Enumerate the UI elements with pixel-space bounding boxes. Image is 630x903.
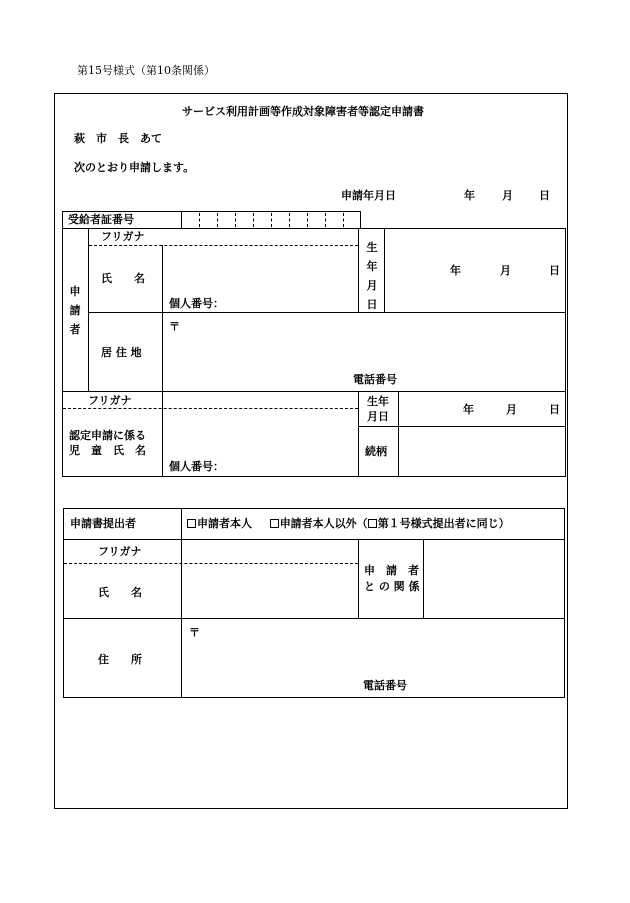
submitter-furigana-label: フリガナ [98, 545, 142, 558]
rule [358, 228, 359, 313]
submitter-name-input[interactable] [182, 564, 358, 618]
rule [358, 391, 359, 476]
applicant-furigana-label: フリガナ [101, 230, 145, 243]
applicant-birth-year: 年 [450, 264, 461, 277]
application-date-year: 年 [464, 189, 475, 202]
submitter-postal-mark: 〒 [189, 626, 200, 639]
applicant-phone-label: 電話番号 [353, 373, 397, 386]
option-self-label: 申請者本人 [197, 517, 252, 530]
intro-text: 次のとおり申請します。 [74, 161, 195, 174]
child-relation-input[interactable] [399, 427, 565, 476]
rule [565, 228, 566, 476]
form-title: サービス利用計画等作成対象障害者等認定申請書 [182, 105, 424, 118]
rule [358, 539, 359, 619]
applicant-address-input[interactable] [163, 313, 565, 391]
applicant-birthdate-input[interactable] [385, 229, 565, 312]
child-birth-label-1: 生年 [367, 395, 389, 408]
applicant-name-label: 氏 名 [101, 272, 145, 285]
option-other-label: 申請者本人以外（ [279, 517, 368, 530]
rule [62, 211, 63, 476]
child-furigana-label: フリガナ [88, 394, 132, 407]
recipient-cert-label: 受給者証番号 [68, 213, 134, 226]
option-other-note: 第１号様式提出者に同じ） [377, 517, 510, 530]
submitter-relation-label-2: と の 関 係 [364, 580, 420, 593]
child-name-label-1: 認定申請に係る [69, 429, 146, 442]
applicant-birth-day: 日 [549, 264, 560, 277]
child-personal-number-label: 個人番号： [169, 460, 224, 473]
submitter-name-label: 氏 名 [98, 586, 142, 599]
rule [62, 476, 566, 477]
rule [88, 228, 89, 391]
child-birth-year: 年 [463, 403, 474, 416]
submitter-address-input[interactable] [182, 619, 564, 697]
child-furigana-input[interactable] [163, 392, 358, 408]
addressee: 萩 市 長 あて [74, 132, 162, 145]
submitter-address-label: 住 所 [98, 653, 142, 666]
application-date-day: 日 [539, 189, 550, 202]
form-number: 第15号様式（第10条関係） [77, 64, 215, 77]
submitter-phone-label: 電話番号 [363, 679, 407, 692]
child-birth-day: 日 [549, 403, 560, 416]
applicant-address-label: 居 住 地 [101, 346, 142, 359]
applicant-birth-label: 生年月日 [366, 241, 378, 311]
submitter-relation-label-1: 申 請 者 [364, 564, 419, 577]
submitter-furigana-input[interactable] [182, 540, 358, 563]
applicant-postal-mark: 〒 [169, 320, 180, 333]
submitter-options [187, 517, 510, 530]
rule [360, 211, 361, 228]
application-date-month: 月 [502, 189, 513, 202]
applicant-name-input[interactable] [163, 246, 358, 312]
child-relation-label: 続柄 [365, 445, 387, 458]
submitter-relation-input[interactable] [424, 540, 564, 618]
applicant-group-label: 申請者 [69, 285, 81, 336]
recipient-cert-input[interactable] [182, 212, 360, 228]
checkbox-other[interactable] [270, 519, 279, 528]
child-birthdate-input[interactable] [399, 392, 565, 426]
applicant-birth-month: 月 [500, 264, 511, 277]
checkbox-self[interactable] [187, 519, 196, 528]
applicant-personal-number-label: 個人番号： [169, 297, 224, 310]
application-date-label: 申請年月日 [341, 189, 396, 202]
child-name-label-2: 児 童 氏 名 [69, 444, 146, 457]
checkbox-same-as-form1[interactable] [368, 519, 377, 528]
submitter-label: 申請書提出者 [70, 517, 136, 530]
child-birth-label-2: 月日 [367, 410, 389, 423]
child-name-input[interactable] [163, 409, 358, 476]
applicant-furigana-input[interactable] [163, 229, 358, 245]
child-birth-month: 月 [506, 403, 517, 416]
